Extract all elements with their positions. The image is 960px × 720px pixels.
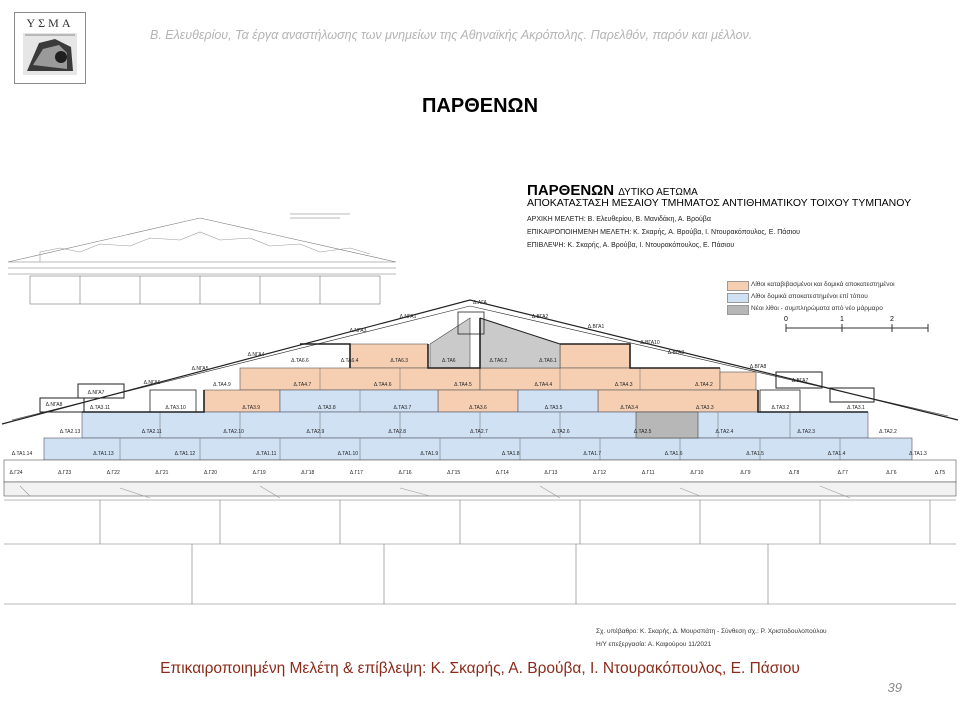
tympanum-block-label: Δ.ΤΑ2.6 [551, 429, 570, 435]
tympanum-block-label: Δ.ΤΑ4.2 [695, 382, 713, 388]
tympanum-block-label: Δ.ΤΑ2.2 [879, 429, 897, 435]
parthenon-frieze-logo-icon [15, 13, 85, 83]
legend-label: Λίθοι καταβιβασμένοι και δομικά αποκατεστημένοι [751, 281, 895, 288]
tympanum-block-label: Δ.ΤΑ1.14 [11, 451, 33, 457]
geison-block-label: Δ.Γ16 [398, 470, 412, 476]
tympanum-block-label: Δ.ΤΑ2.10 [223, 429, 244, 435]
peak-block-label: Δ.ΑΓΑ [473, 300, 487, 306]
key-plan-elevation [8, 214, 396, 304]
geison-block-label: Δ.Γ6 [886, 470, 897, 476]
pediment-elevation-drawing [0, 200, 960, 620]
slide-title: ΠΑΡΘΕΝΩΝ [421, 95, 539, 117]
tympanum-block-label: Δ.ΤΑ2.13 [59, 429, 81, 435]
geison-block-label: Δ.Γ20 [204, 470, 218, 476]
entablature [4, 486, 956, 604]
geison-row [4, 460, 956, 496]
tympanum-block-label: Δ.ΤΑ1.13 [93, 451, 114, 457]
peak-block-label: Δ.ΝΓΑ1 [399, 314, 417, 320]
tympanum-block-label: Δ.ΤΑ3.8 [317, 405, 336, 411]
tympanum-block-label: Δ.ΤΑ1.8 [501, 451, 520, 457]
tympanum-block-label: Δ.ΤΑ3.9 [242, 405, 261, 411]
drawing-title-main: ΠΑΡΘΕΝΩΝ [527, 182, 615, 199]
tympanum-block-label: Δ.ΤΑ2.7 [470, 429, 488, 435]
drawing-credit-updated: ΕΠΙΚΑΙΡΟΠΟΙΗΜΕΝΗ ΜΕΛΕΤΗ: Κ. Σκαρής, Α. Βρούβα, Ι. Ντουρακόπουλος, Ε. Πάσιου [527, 229, 800, 236]
raking-block-label: Δ.ΒΓΑ9 [667, 350, 685, 356]
drawing-subtitle: ΑΠΟΚΑΤΑΣΤΑΣΗ ΜΕΣΑΙΟΥ ΤΜΗΜΑΤΟΣ ΑΝΤΙΘΗΜΑΤΙΚΟΥ ΤΟΙΧΟΥ ΤΥΜΠΑΝΟΥ [527, 197, 912, 209]
tympanum-block-label: Δ.ΤΑ4.4 [534, 382, 553, 388]
legend-label: Νέοι λίθοι - συμπληρώματα από νέο μάρμαρο [751, 305, 883, 312]
raking-block-label: Δ.ΝΓΑ4 [247, 352, 265, 358]
tympanum-block-label: Δ.ΤΑ6.3 [390, 358, 409, 364]
tympanum-block-label: Δ.ΤΑ1.12 [174, 451, 196, 457]
scale-label: 0 [784, 316, 788, 323]
geison-block-label: Δ.Γ9 [740, 470, 751, 476]
tympanum-block-label: Δ.ΤΑ3.4 [620, 405, 639, 411]
tympanum-block-label: Δ.ΤΑ6.1 [539, 358, 557, 364]
geison-block-label: Δ.Γ19 [252, 470, 266, 476]
drawing-credit-initial: ΑΡΧΙΚΗ ΜΕΛΕΤΗ: Β. Ελευθερίου, Β. Μανιδάκη, Α. Βρούβα [527, 216, 711, 223]
tympanum-block-label: Δ.ΤΑ6 [442, 358, 456, 364]
tympanum-block-label: Δ.ΤΑ1.4 [827, 451, 846, 457]
geison-block-label: Δ.Γ14 [495, 470, 509, 476]
geison-block-label: Δ.Γ17 [349, 470, 363, 476]
drawing-credit-base: Σχ. υπέβαθρο: Κ. Σκαρής, Δ. Μουρσπάτη - Σύνθεση σχ.: Ρ. Χριστοδουλοπούλου [596, 628, 827, 635]
tympanum-block-label: Δ.ΤΑ3.3 [695, 405, 714, 411]
geison-block-label: Δ.Γ11 [641, 470, 655, 476]
geison-block-label: Δ.Γ23 [58, 470, 72, 476]
logo-text: ΥΣΜΑ [26, 16, 74, 30]
peak-block-label: Δ.ΒΓΑ1 [587, 324, 605, 330]
geison-block-label: Δ.Γ8 [788, 470, 800, 476]
tympanum-block-label: Δ.ΤΑ2.3 [797, 429, 816, 435]
tympanum-block-label: Δ.ΤΑ2.8 [388, 429, 407, 435]
tympanum-block-label: Δ.ΤΑ4.6 [373, 382, 392, 388]
raking-block-label: Δ.ΒΓΑ8 [749, 364, 767, 370]
tympanum-block-label: Δ.ΤΑ4.5 [454, 382, 472, 388]
tympanum-block-label: Δ.ΤΑ2.9 [306, 429, 325, 435]
raking-block-label: Δ.ΝΓΑ3 [349, 328, 367, 334]
raking-block-label: Δ.ΒΓΑ10 [640, 340, 660, 346]
raking-block-label: Δ.ΒΓΑ7 [791, 378, 809, 384]
geison-block-label: Δ.Γ21 [155, 470, 169, 476]
raking-block-label: Δ.ΝΓΑ6 [143, 380, 161, 386]
tympanum-block-label: Δ.ΤΑ3.5 [544, 405, 563, 411]
tympanum-block-label: Δ.ΤΑ2.11 [141, 429, 162, 435]
tympanum-block-label: Δ.ΤΑ4.9 [213, 382, 231, 388]
tympanum-block-label: Δ.ΤΑ1.5 [746, 451, 764, 457]
tympanum-block-label: Δ.ΤΑ6.6 [291, 358, 309, 364]
tympanum-block-label: Δ.ΤΑ1.3 [909, 451, 927, 457]
tympanum-block-label: Δ.ΤΑ1.7 [583, 451, 602, 457]
tympanum-block-label: Δ.ΤΑ3.2 [771, 405, 790, 411]
raking-block-label: Δ.ΝΓΑ8 [45, 402, 63, 408]
geison-block-label: Δ.Γ5 [934, 470, 946, 476]
scale-label: 2 [890, 316, 894, 323]
geison-block-label: Δ.Γ10 [690, 470, 704, 476]
tympanum-block-label: Δ.ΤΑ3.10 [165, 405, 186, 411]
tympanum-block-label: Δ.ΤΑ1.10 [337, 451, 359, 457]
geison-block-label: Δ.Γ13 [544, 470, 558, 476]
page-number: 39 [887, 680, 902, 695]
geison-block-label: Δ.Γ22 [106, 470, 120, 476]
tympanum-block-label: Δ.ΤΑ3.1 [847, 405, 865, 411]
drawing-credit-supervision: ΕΠΙΒΛΕΨΗ: Κ. Σκαρής, Α. Βρούβα, Ι. Ντουρακόπουλος, Ε. Πάσιου [527, 242, 735, 249]
tympanum-block-label: Δ.ΤΑ1.11 [256, 451, 277, 457]
geison-block-label: Δ.Γ18 [301, 470, 315, 476]
header-citation: Β. Ελευθερίου, Τα έργα αναστήλωσης των μνημείων της Αθηναϊκής Ακρόπολης. Παρελθόν, παρόν και μέλλον. [150, 28, 753, 42]
tympanum-block-label: Δ.ΤΑ4.3 [614, 382, 633, 388]
scale-label: 1 [840, 316, 844, 323]
geison-block-label: Δ.Γ15 [447, 470, 461, 476]
tympanum-block-label: Δ.ΤΑ2.5 [633, 429, 652, 435]
drawing-title-sub: ΔΥΤΙΚΟ ΑΕΤΩΜΑ [618, 187, 698, 198]
footer-credits: Επικαιροποιημένη Μελέτη & επίβλεψη: Κ. Σκαρής, Α. Βρούβα, Ι. Ντουρακόπουλος, Ε. Πάσιου [160, 660, 800, 677]
tympanum-block-label: Δ.ΤΑ3.11 [89, 405, 111, 411]
tympanum-block-label: Δ.ΤΑ1.6 [664, 451, 683, 457]
tympanum-block-label: Δ.ΤΑ4.7 [293, 382, 312, 388]
peak-block-label: Δ.ΒΓΑ2 [531, 314, 549, 320]
tympanum-block-label: Δ.ΤΑ3.7 [393, 405, 412, 411]
raking-block-label: Δ.ΝΓΑ7 [87, 390, 105, 396]
legend-label: Λίθοι δομικά αποκατεστημένοι επί τόπου [751, 293, 868, 300]
drawing-credit-processing: Η/Υ επεξεργασία: Α. Καψούρου 11/2021 [596, 641, 712, 648]
tympanum-block-label: Δ.ΤΑ6.2 [489, 358, 508, 364]
tympanum-block-label: Δ.ΤΑ6.4 [340, 358, 359, 364]
raking-block-label: Δ.ΝΓΑ5 [191, 366, 209, 372]
ysma-logo [14, 12, 86, 84]
tympanum-block-label: Δ.ΤΑ1.9 [420, 451, 439, 457]
tympanum-block-label: Δ.ΤΑ3.6 [469, 405, 487, 411]
geison-block-label: Δ.Γ7 [837, 470, 848, 476]
geison-block-label: Δ.Γ12 [593, 470, 607, 476]
geison-block-label: Δ.Γ24 [9, 470, 23, 476]
tympanum-block-label: Δ.ΤΑ2.4 [715, 429, 734, 435]
